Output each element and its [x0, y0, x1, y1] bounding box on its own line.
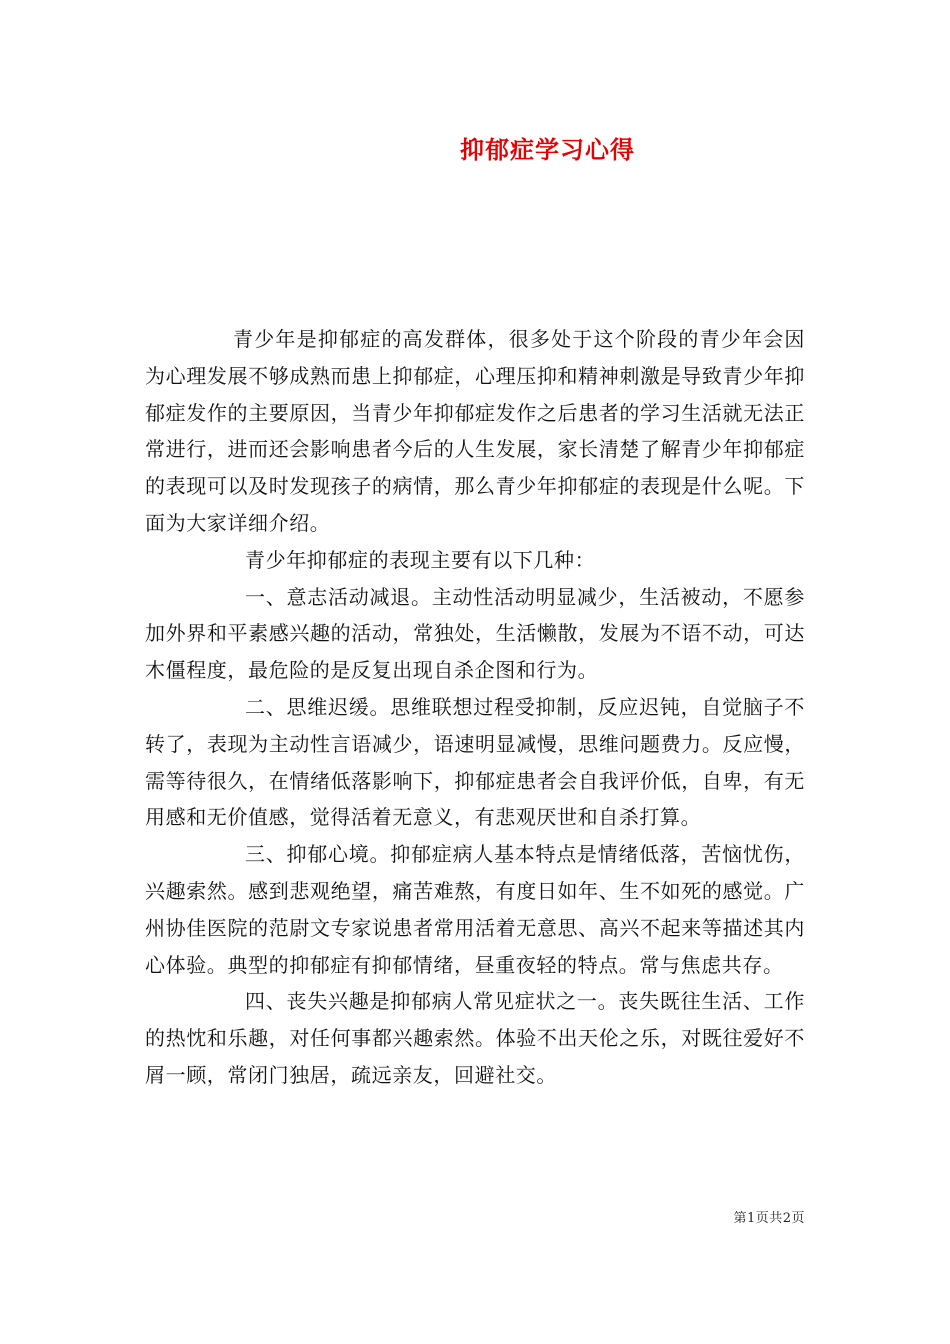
- paragraph-intro: 青少年是抑郁症的高发群体，很多处于这个阶段的青少年会因为心理发展不够成熟而患上抑郁症，心理压抑和精神刺激是导致青少年抑郁症发作的主要原因，当青少年抑郁症发作之后患者的学习生活就无法正常进行，进而还会影响患者今后的人生发展，家长清楚了解青少年抑郁症的表现可以及时发现孩子的病情，那么青少年抑郁症的表现是什么呢。下面为大家详细介绍。: [145, 327, 805, 535]
- paragraph-point-2: 二、思维迟缓。思维联想过程受抑制，反应迟钝，自觉脑子不转了，表现为主动性言语减少，语速明显减慢，思维问题费力。反应慢，需等待很久，在情绪低落影响下，抑郁症患者会自我评价低，自卑，有无用感和无价值感，觉得活着无意义，有悲观厌世和自杀打算。: [145, 694, 805, 830]
- page-number: 第1页共2页: [733, 1211, 805, 1226]
- document-body: [145, 321, 805, 1094]
- paragraph-point-1: 一、意志活动减退。主动性活动明显减少，生活被动，不愿参加外界和平素感兴趣的活动，常独处，生活懒散，发展为不语不动，可达木僵程度，最危险的是反复出现自杀企图和行为。: [145, 584, 805, 683]
- paragraph-summary: 青少年抑郁症的表现主要有以下几种：: [245, 547, 596, 572]
- document-title: 抑郁症学习心得: [460, 135, 635, 164]
- paragraph-point-4: 四、丧失兴趣是抑郁病人常见症状之一。丧失既往生活、工作的热忱和乐趣，对任何事都兴趣索然。体验不出天伦之乐，对既往爱好不屑一顾，常闭门独居，疏远亲友，回避社交。: [145, 989, 805, 1087]
- paragraph-point-3: 三、抑郁心境。抑郁症病人基本特点是情绪低落，苦恼忧伤，兴趣索然。感到悲观绝望，痛苦难熬，有度日如年、生不如死的感觉。广州协佳医院的范尉文专家说患者常用活着无意思、高兴不起来等描述其内心体验。典型的抑郁症有抑郁情绪，昼重夜轻的特点。常与焦虑共存。: [145, 842, 805, 977]
